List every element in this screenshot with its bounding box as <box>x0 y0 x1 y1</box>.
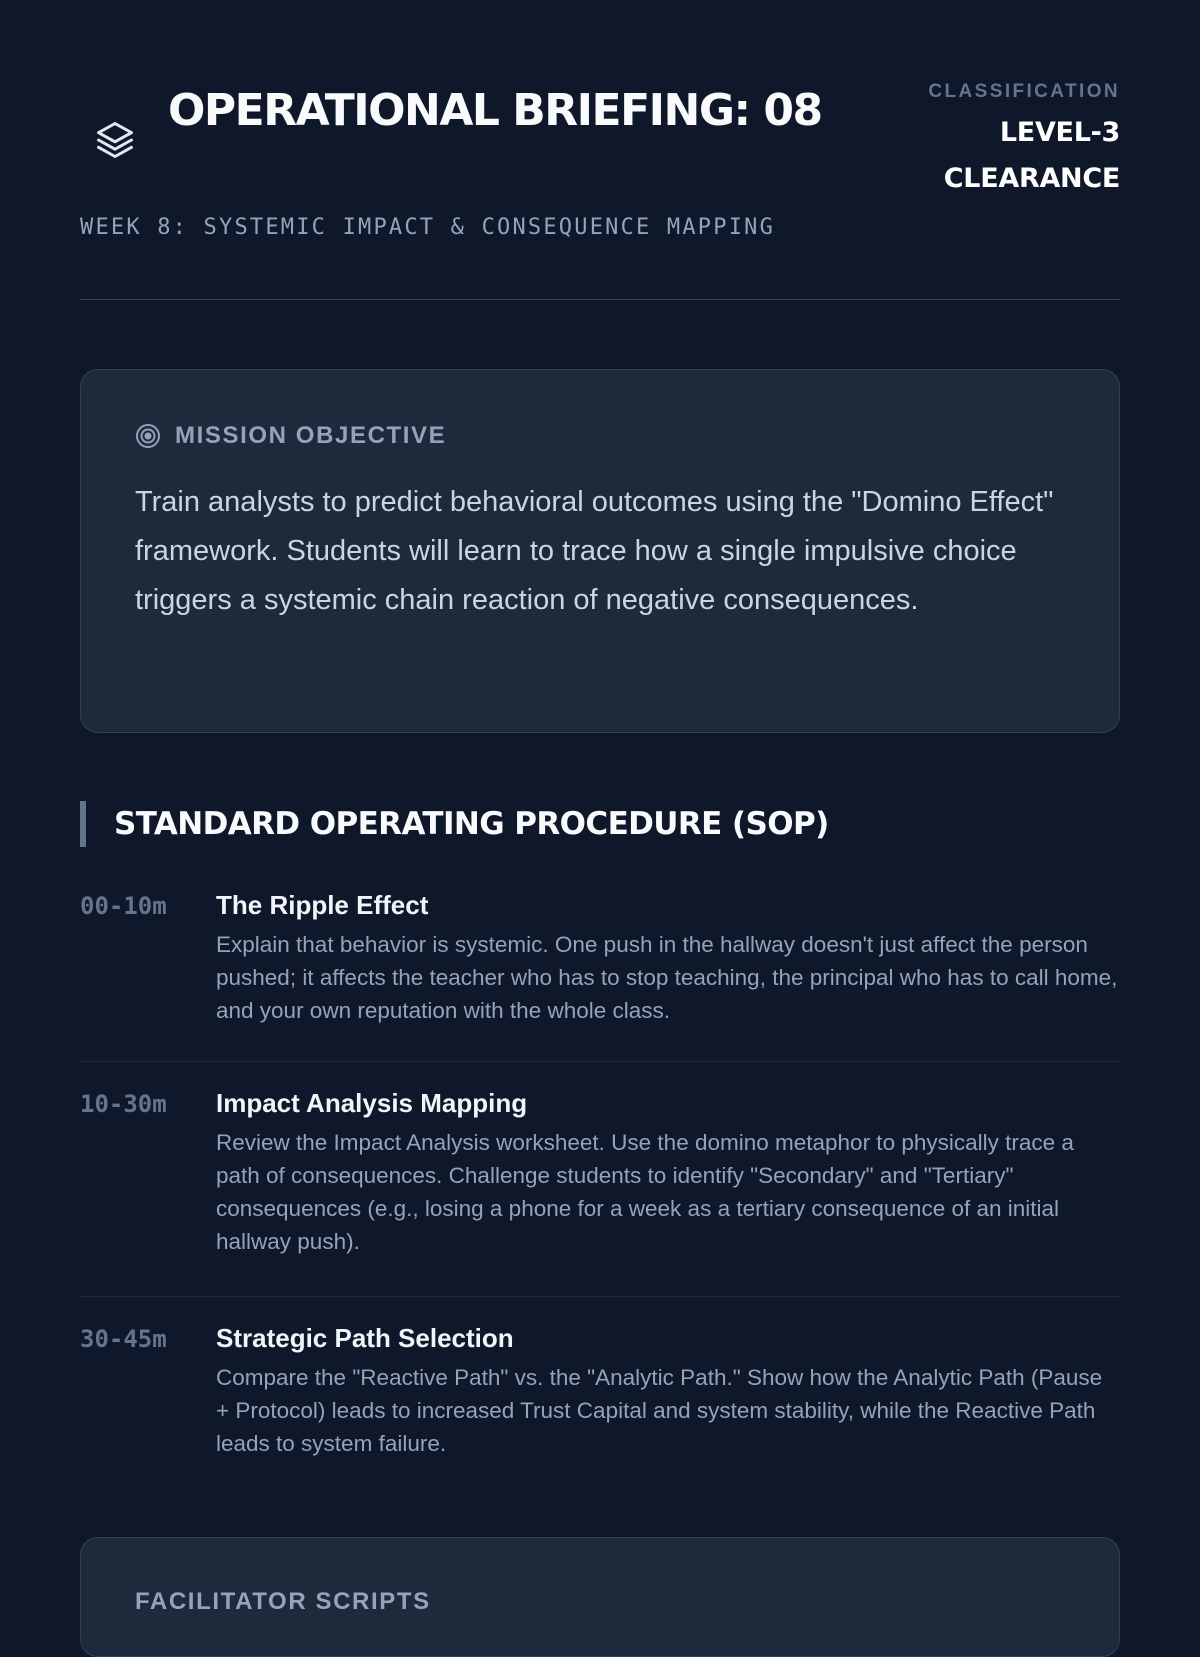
timeline-step <box>80 1062 1120 1297</box>
step-description: Explain that behavior is systemic. One push in the hallway doesn't just affect the person pushed; it affects the teacher who has to stop teaching, the principal who has to call home, and your own reputation with the whole class. <box>216 932 1118 1023</box>
classification-block <box>820 80 1120 202</box>
sop-heading <box>80 801 829 847</box>
mission-text: Train analysts to predict behavioral outcomes using the "Domino Effect" framework. Students will learn to trace how a single impulsive choice triggers a systemic chain reaction of negative consequences. <box>135 486 1054 616</box>
step-body <box>216 1084 1120 1296</box>
step-title: Impact Analysis Mapping <box>216 1088 528 1118</box>
sop-title: STANDARD OPERATING PROCEDURE (SOP) <box>114 806 829 842</box>
sop-timeline <box>80 886 1120 1487</box>
facilitator-scripts-card <box>80 1537 1120 1657</box>
mission-label: MISSION OBJECTIVE <box>175 422 447 449</box>
step-title: The Ripple Effect <box>216 890 429 920</box>
scripts-label: FACILITATOR SCRIPTS <box>135 1588 431 1615</box>
timeline-step <box>80 886 1120 1062</box>
mission-header <box>135 422 1065 450</box>
mission-objective-card <box>80 369 1120 733</box>
page-header <box>80 0 1120 300</box>
page-title: OPERATIONAL BRIEFING: 08 <box>168 85 822 136</box>
step-title: Strategic Path Selection <box>216 1323 514 1353</box>
target-icon <box>135 423 161 449</box>
timeline-step <box>80 1297 1120 1487</box>
step-time: 10-30m <box>80 1090 167 1118</box>
page-subtitle: WEEK 8: SYSTEMIC IMPACT & CONSEQUENCE MAPPING <box>80 215 776 240</box>
step-time: 30-45m <box>80 1325 167 1353</box>
layers-icon <box>93 118 137 162</box>
classification-label: CLASSIFICATION <box>928 81 1120 102</box>
step-body <box>216 1319 1120 1487</box>
step-time: 00-10m <box>80 892 167 920</box>
step-description: Compare the "Reactive Path" vs. the "Analytic Path." Show how the Analytic Path (Pause + Protocol) leads to increased Trust Capital and system stability, while the Reactive Path leads to system failure. <box>216 1365 1103 1456</box>
classification-value: LEVEL-3 CLEARANCE <box>943 117 1120 194</box>
step-body <box>216 886 1120 1061</box>
step-description: Review the Impact Analysis worksheet. Use the domino metaphor to physically trace a path of consequences. Challenge students to identify "Secondary" and "Tertiary" consequences (e.g., losing a phone for a week as a tertiary consequence of an initial hallway push). <box>216 1130 1074 1254</box>
